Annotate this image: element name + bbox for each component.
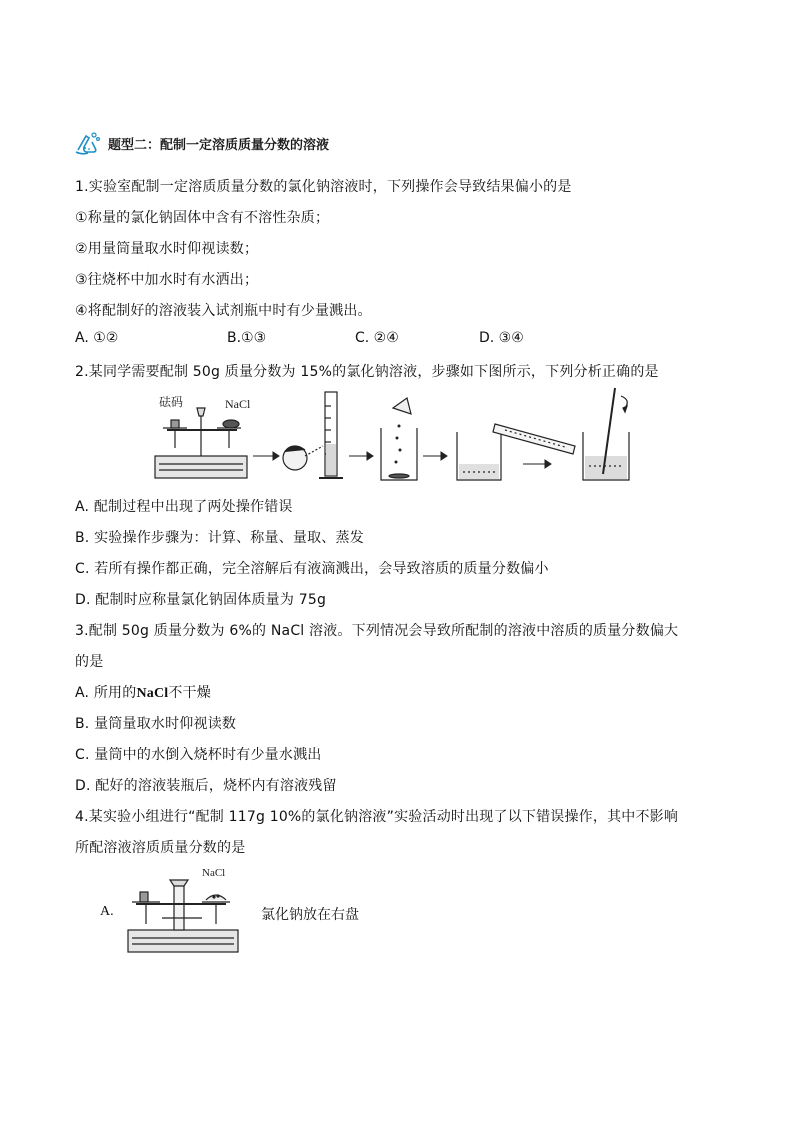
q3-stem-line2: 的是 <box>75 654 104 670</box>
q2-option-b[interactable]: B. 实验操作步骤为：计算、称量、量取、蒸发 <box>75 530 364 546</box>
q1-options <box>75 330 635 350</box>
q4-stem-line2: 所配溶液溶质质量分数的是 <box>75 840 246 856</box>
q3-option-a-prefix: A. 所用的 <box>75 685 137 701</box>
arrow-icon <box>523 460 551 468</box>
nacl-label: NaCl <box>225 397 251 411</box>
q1-stem: 1.实验室配制一定溶质质量分数的氯化钠溶液时，下列操作会导致结果偏小的是 <box>75 179 572 195</box>
arrow-icon <box>253 452 279 460</box>
measuring-cylinder-figure <box>319 392 343 478</box>
q1-item-2: ②用量筒量取水时仰视读数； <box>75 241 259 257</box>
q3-option-a-nacl: NaCl <box>136 686 169 701</box>
q1-item-3: ③往烧杯中加水时有水洒出； <box>75 272 259 288</box>
q1-item-4: ④将配制好的溶液装入试剂瓶中时有少量溅出。 <box>75 303 372 319</box>
student-head-figure <box>283 446 323 470</box>
section-header <box>72 130 329 156</box>
q2-procedure-figure <box>145 386 665 486</box>
weights-label: 砝码 <box>159 395 184 409</box>
q3-option-c[interactable]: C. 量筒中的水倒入烧杯时有少量水溅出 <box>75 747 322 763</box>
balance-figure <box>155 408 247 478</box>
q3-option-a-suffix: 不干燥 <box>168 685 211 701</box>
q1-option-b[interactable]: B.①③ <box>227 330 267 346</box>
beaker-pour-solid-figure <box>381 398 417 480</box>
q1-option-d[interactable]: D. ③④ <box>479 330 524 346</box>
beaker-pour-water-figure <box>457 424 575 480</box>
q4-nacl-label: NaCl <box>202 867 226 879</box>
flask-icon <box>72 130 102 156</box>
q1-option-a[interactable]: A. ①② <box>75 330 119 346</box>
arrow-icon <box>423 452 447 460</box>
section-title: 题型二：配制一定溶质质量分数的溶液 <box>108 137 330 153</box>
q4-balance-figure <box>122 864 244 956</box>
q3-option-b[interactable]: B. 量筒量取水时仰视读数 <box>75 716 237 732</box>
q2-stem: 2.某同学需要配制 50g 质量分数为 15%的氯化钠溶液，步骤如下图所示，下列分析正确的是 <box>75 364 659 380</box>
q4-option-a-text[interactable]: 氯化钠放在右盘 <box>261 907 359 923</box>
q3-option-d[interactable]: D. 配好的溶液装瓶后，烧杯内有溶液残留 <box>75 778 337 794</box>
q2-option-a[interactable]: A. 配制过程中出现了两处操作错误 <box>75 499 293 515</box>
q2-option-d[interactable]: D. 配制时应称量氯化钠固体质量为 75g <box>75 592 327 608</box>
arrow-icon <box>349 452 373 460</box>
q3-option-a[interactable] <box>75 682 211 702</box>
q4-option-a-letter[interactable]: A. <box>100 904 114 919</box>
q4-stem-line1: 4.某实验小组进行“配制 117g 10%的氯化钠溶液”实验活动时出现了以下错误操作，其中不影响 <box>75 809 679 825</box>
q3-stem-line1: 3.配制 50g 质量分数为 6%的 NaCl 溶液。下列情况会导致所配制的溶液中溶质的质量分数偏大 <box>75 623 679 639</box>
q1-item-1: ①称量的氯化钠固体中含有不溶性杂质； <box>75 210 330 226</box>
q2-option-c[interactable]: C. 若所有操作都正确，完全溶解后有液滴溅出，会导致溶质的质量分数偏小 <box>75 561 549 577</box>
q1-option-c[interactable]: C. ②④ <box>355 330 399 346</box>
beaker-stir-figure <box>583 388 629 480</box>
